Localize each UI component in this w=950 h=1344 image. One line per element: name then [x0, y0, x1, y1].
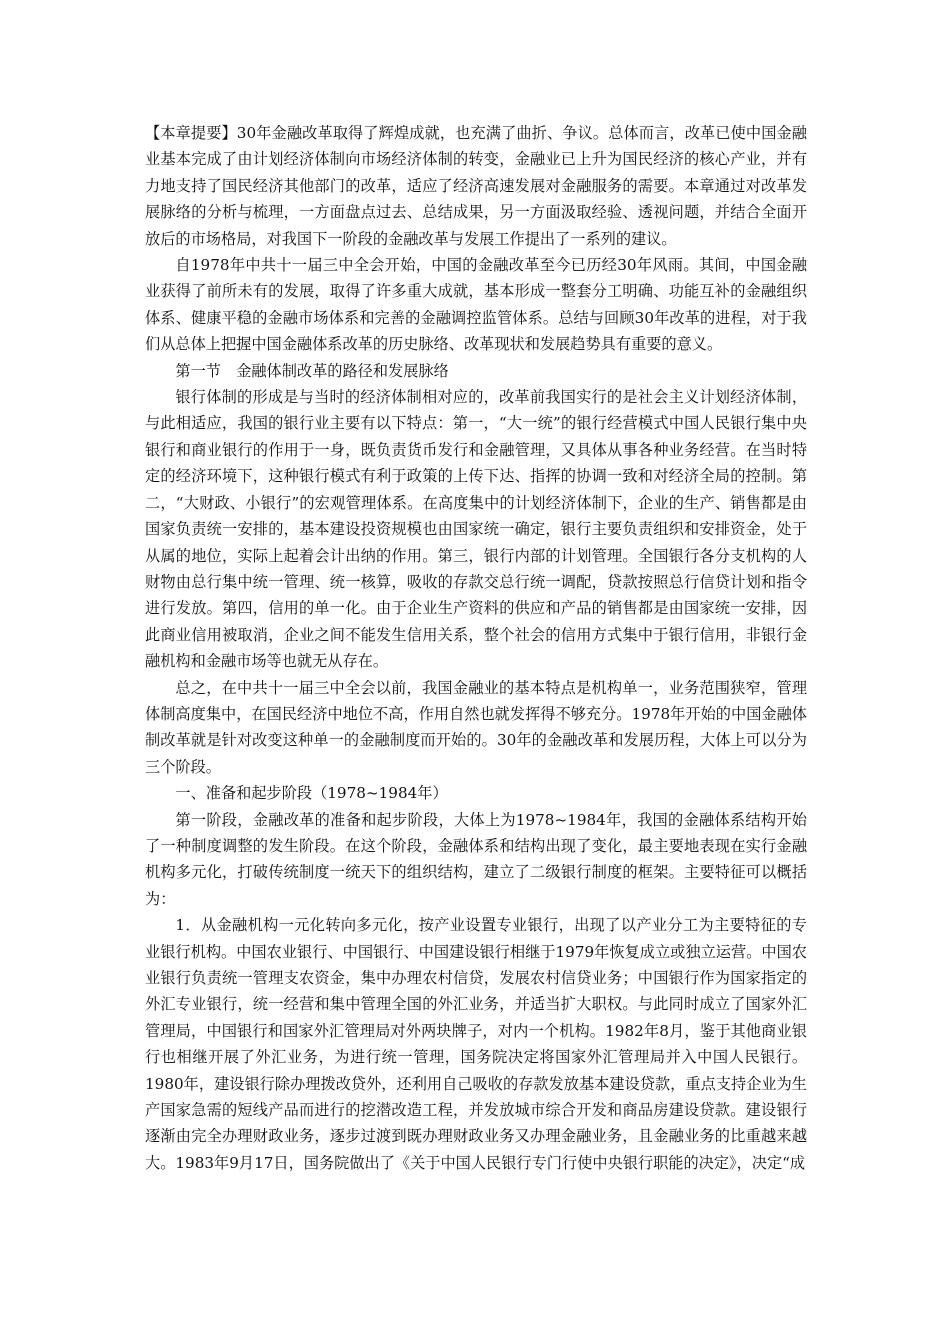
subsection-title: 一、准备和起步阶段（1978~1984年）	[175, 784, 448, 803]
chapter-abstract: 【本章提要】30年金融改革取得了辉煌成就，也充满了曲折、争议。总体而言，改革已使中国金融业基本完成了由计划经济体制向市场经济体制的转变，金融业已上升为国民经济的核心产业，并有力地支持了国民经济其他部门的改革，适应了经济高速发展对金融服务的需要。本章通过对改革发展脉络的分析与梳理，一方面盘点过去、总结成果，另一方面汲取经验、透视问题，并结合全面开放后的市场格局，对我国下一阶段的金融改革与发展工作提出了一系列的建议。	[145, 124, 807, 248]
section-title: 第一节 金融体制改革的路径和发展脉络	[175, 361, 449, 380]
stage-one-paragraph: 第一阶段，金融改革的准备和起步阶段，大体上为1978~1984年，我国的金融体系结构开始了一种制度调整的发生阶段。在这个阶段，金融体系和结构出现了变化，最主要地表现在实行金融机构多元化，打破传统制度一统天下的组织结构，建立了二级银行制度的框架。主要特征可以概括为：	[145, 810, 807, 908]
intro-paragraph: 自1978年中共十一届三中全会开始，中国的金融改革至今已历经30年风雨。其间，中国金融业获得了前所未有的发展，取得了许多重大成就，基本形成一整套分工明确、功能互补的金融组织体系、健康平稳的金融市场体系和完善的金融调控监管体系。总结与回顾30年改革的进程，对于我们从总体上把握中国金融体系改革的历史脉络、改革现状和发展趋势具有重要的意义。	[145, 256, 807, 354]
banking-system-paragraph: 银行体制的形成是与当时的经济体制相对应的，改革前我国实行的是社会主义计划经济体制，与此相适应，我国的银行业主要有以下特点：第一，“大一统”的银行经营模式中国人民银行集中央银行和商业银行的作用于一身，既负责货币发行和金融管理，又具体从事各种业务经营。在当时特定的经济环境下，这种银行模式有利于政策的上传下达、指挥的协调一致和对经济全局的控制。第二，“大财政、小银行”的宏观管理体系。在高度集中的计划经济体制下，企业的生产、销售都是由国家负责统一安排的，基本建设投资规模也由国家统一确定，银行主要负责组织和安排资金，处于从属的地位，实际上起着会计出纳的作用。第三，银行内部的计划管理。全国银行各分支机构的人财物由总行集中统一管理、统一核算，吸收的存款交总行统一调配，贷款按照总行信贷计划和指令进行发放。第四，信用的单一化。由于企业生产资料的供应和产品的销售都是由国家统一安排，因此商业信用被取消，企业之间不能发生信用关系，整个社会的信用方式集中于银行信用，非银行金融机构和金融市场等也就无从存在。	[145, 388, 807, 671]
point-one-paragraph: 1．从金融机构一元化转向多元化，按产业设置专业银行，出现了以产业分工为主要特征的专业银行机构。中国农业银行、中国银行、中国建设银行相继于1979年恢复成立或独立运营。中国农业银行负责统一管理支农资金，集中办理农村信贷，发展农村信贷业务；中国银行作为国家指定的外汇专业银行，统一经营和集中管理全国的外汇业务，并适当扩大职权。与此同时成立了国家外汇管理局，中国银行和国家外汇管理局对外两块牌子，对内一个机构。1982年8月，鉴于其他商业银行也相继开展了外汇业务，为进行统一管理，国务院决定将国家外汇管理局并入中国人民银行。1980年，建设银行除办理拨改贷外，还利用自己吸收的存款发放基本建设贷款，重点支持企业为生产国家急需的短线产品而进行的挖潜改造工程，并发放城市综合开发和商品房建设贷款。建设银行逐渐由完全办理财政业务，逐步过渡到既办理财政业务又办理金融业务，且金融业务的比重越来越大。1983年9月17日，国务院做出了《关于中国人民银行专门行使中央银行职能的决定》，决定“成	[145, 916, 807, 1172]
document-page	[145, 120, 807, 1176]
summary-paragraph: 总之，在中共十一届三中全会以前，我国金融业的基本特点是机构单一，业务范围狭窄，管理体制高度集中，在国民经济中地位不高，作用自然也就发挥得不够充分。1978年开始的中国金融体制改革就是针对改变这种单一的金融制度而开始的。30年的金融改革和发展历程，大体上可以分为三个阶段。	[145, 678, 807, 776]
